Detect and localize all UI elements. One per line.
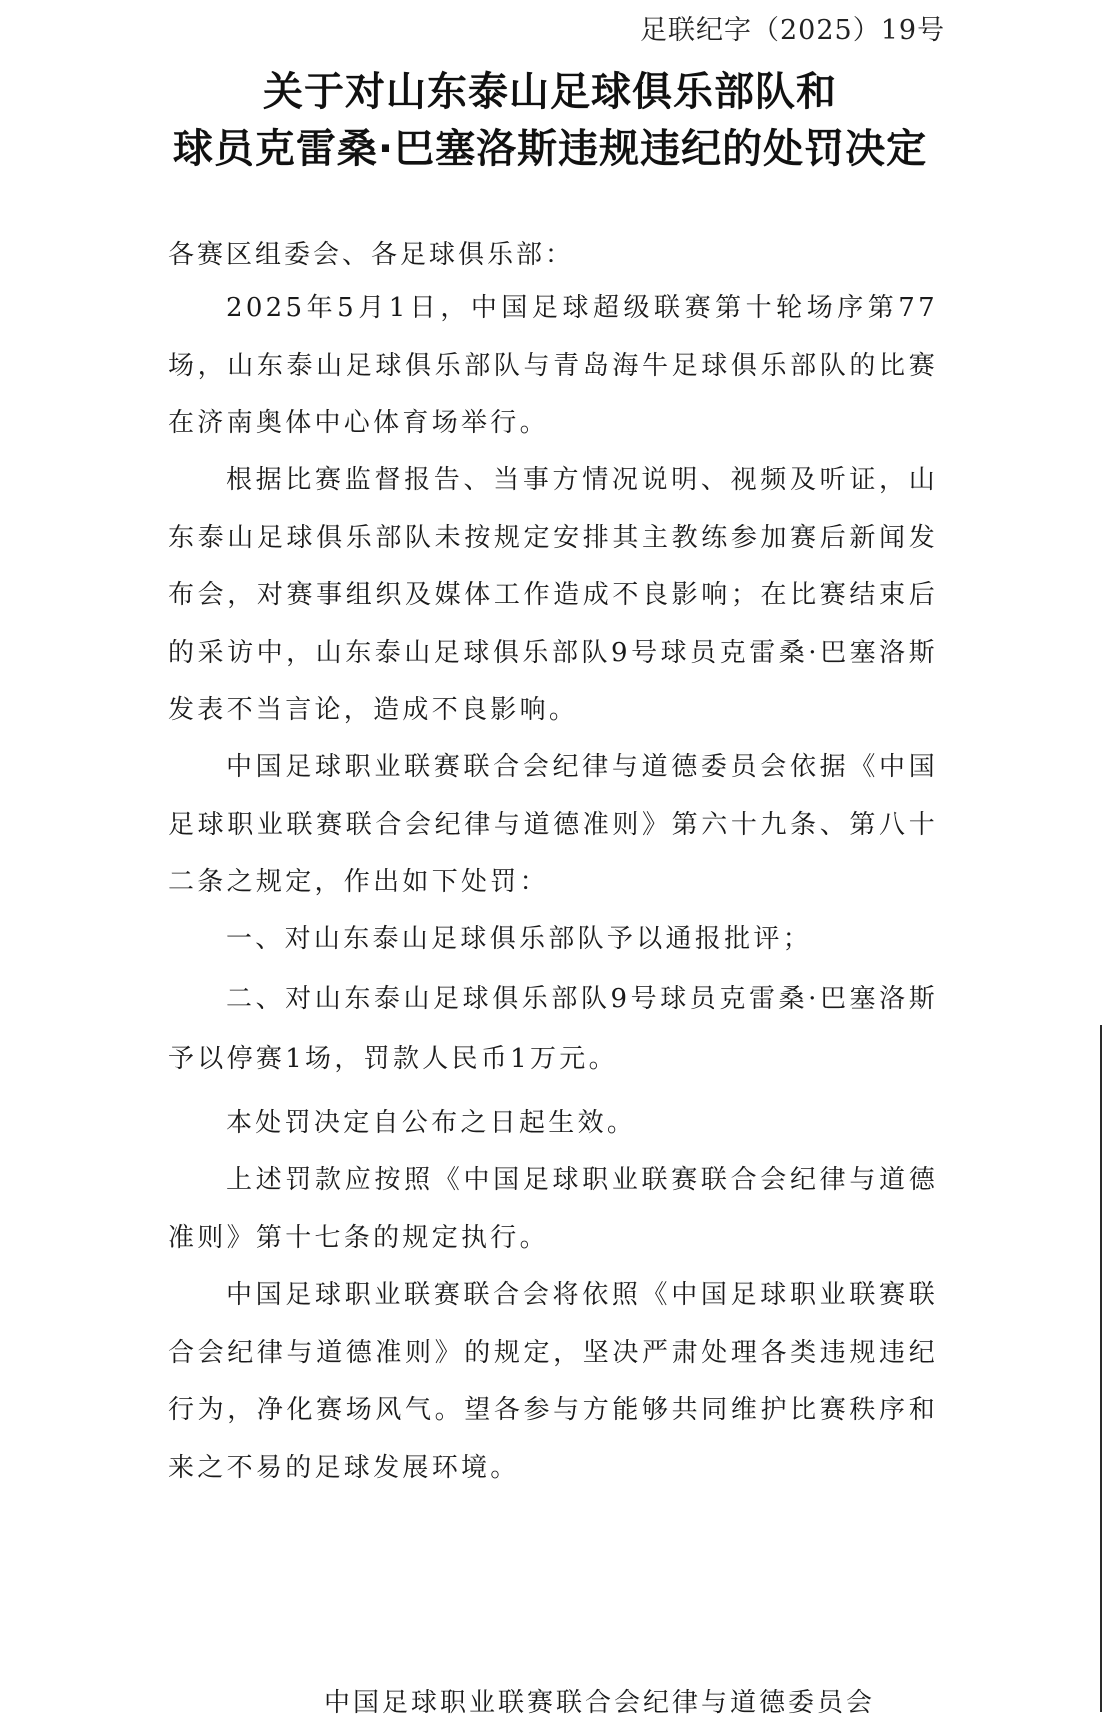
paragraph-effective: 本处罚决定自公布之日起生效。 [226,1108,637,1138]
document-title-line-2: 球员克雷桑·巴塞洛斯违规违纪的处罚决定 [172,126,928,172]
paragraph-match-info: 2025年5月1日，中国足球超级联赛第十轮场序第77场，山东泰山足球俱乐部队与青岛海牛足球俱乐部队的比赛在济南奥体中心体育场举行。 [168,293,938,438]
penalty-item-2: 二、对山东泰山足球俱乐部队9号球员克雷桑·巴塞洛斯予以停赛1场，罚款人民币1万元。 [168,984,938,1074]
paragraph-closing: 中国足球职业联赛联合会将依照《中国足球职业联赛联合会纪律与道德准则》的规定，坚决严肃处理各类违规违纪行为，净化赛场风气。望各参与方能够共同维护比赛秩序和来之不易的足球发展环境。 [168,1280,938,1483]
paragraph-fine-execution: 上述罚款应按照《中国足球职业联赛联合会纪律与道德准则》第十七条的规定执行。 [168,1165,938,1253]
penalty-item-1: 一、对山东泰山足球俱乐部队予以通报批评； [226,924,813,954]
paragraph-findings: 根据比赛监督报告、当事方情况说明、视频及听证，山东泰山足球俱乐部队未按规定安排其主教练参加赛后新闻发布会，对赛事组织及媒体工作造成不良影响；在比赛结束后的采访中，山东泰山足球俱乐部队9号球员克雷桑·巴塞洛斯发表不当言论，造成不良影响。 [168,465,938,725]
paragraph-legal-basis: 中国足球职业联赛联合会纪律与道德委员会依据《中国足球职业联赛联合会纪律与道德准则》第六十九条、第八十二条之规定，作出如下处罚： [168,752,938,897]
salutation: 各赛区组委会、各足球俱乐部： [168,240,575,270]
document-number: 足联纪字（2025）19号 [640,15,946,46]
signature-issuer: 中国足球职业联赛联合会纪律与道德委员会 [324,1688,876,1718]
document-title-line-1: 关于对山东泰山足球俱乐部队和 [263,69,837,115]
